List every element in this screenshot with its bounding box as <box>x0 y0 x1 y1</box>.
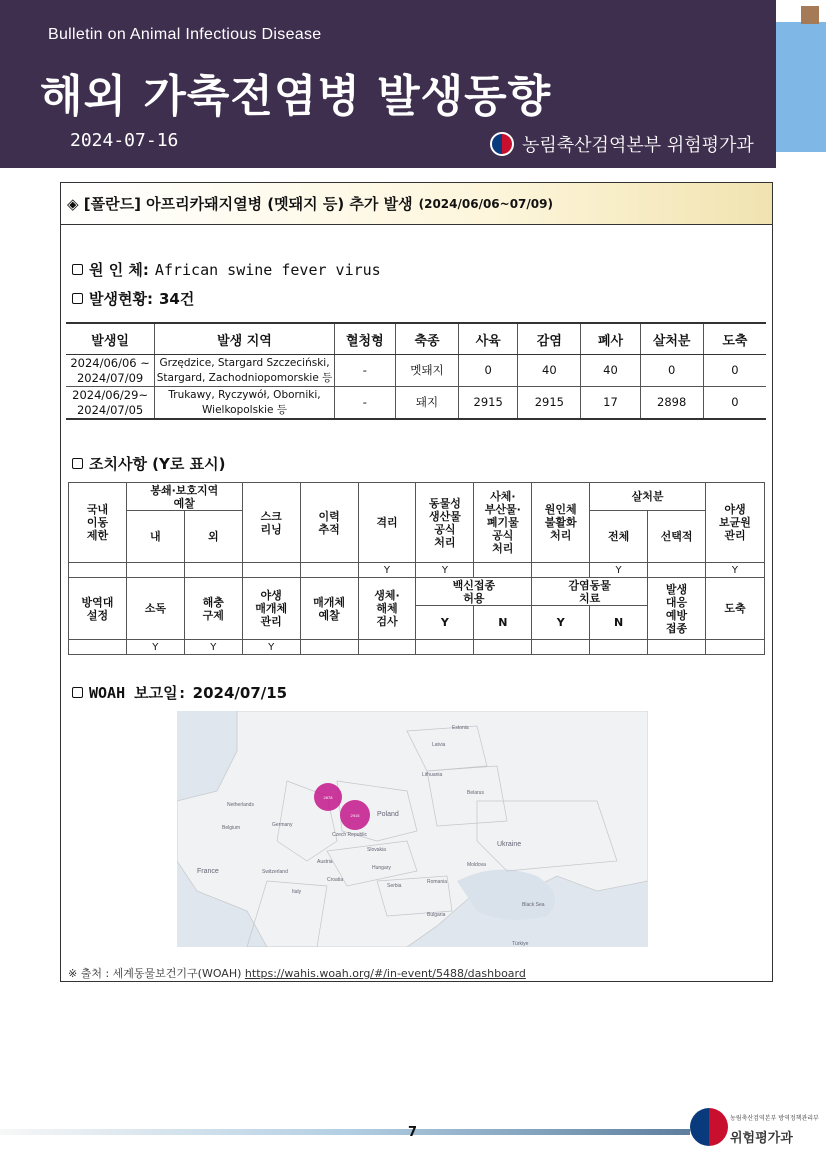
bubble-label: 2878 <box>323 795 333 800</box>
measure-header: 봉쇄·보호지역 예찰 <box>126 483 242 511</box>
measure-subheader: N <box>590 606 648 640</box>
measure-header: 이력 추적 <box>300 483 358 563</box>
measure-header: 소독 <box>126 578 184 640</box>
measure-value: Y <box>590 563 648 578</box>
map-label-france: France <box>197 868 219 875</box>
measure-value <box>242 563 300 578</box>
map-label-belarus: Belarus <box>467 790 484 796</box>
bulletin-date: 2024-07-16 <box>70 130 179 151</box>
measure-subheader: 외 <box>184 511 242 563</box>
report-title-bar <box>60 182 773 225</box>
measures-label: 조치사항 (Y로 표시) <box>89 455 226 473</box>
measure-value-row <box>69 640 765 655</box>
measure-header: 스크 리닝 <box>242 483 300 563</box>
measure-value <box>590 640 648 655</box>
map-label-hungary: Hungary <box>372 865 391 871</box>
raised-cell: 0 <box>459 355 518 387</box>
measure-value <box>648 640 706 655</box>
checkbox-square-icon <box>72 687 83 698</box>
map-label-turkiye: Türkiye <box>512 941 529 947</box>
culled-cell: 0 <box>640 355 703 387</box>
region-line: Trukawy, Ryczywół, Oborniki, <box>168 388 321 401</box>
measure-value-row <box>69 563 765 578</box>
agency-label <box>490 131 754 157</box>
side-accent-gold <box>801 6 819 24</box>
map-label-croatia: Croatia <box>327 877 344 883</box>
map-label-czech: Czech Republic <box>332 832 368 838</box>
col-header: 도축 <box>703 323 766 355</box>
footer-bar <box>0 1129 690 1135</box>
measure-header: 도축 <box>705 578 764 640</box>
map-canvas <box>177 711 648 947</box>
measure-value: Y <box>184 640 242 655</box>
measure-header: 생체· 해체 검사 <box>358 578 416 640</box>
source-link[interactable]: https://wahis.woah.org/#/in-event/5488/dashboard <box>244 967 526 980</box>
footer-org: 농림축산검역본부 방역정책관리부 <box>730 1115 819 1122</box>
map-label-italy: Italy <box>292 889 302 895</box>
measure-value <box>474 563 532 578</box>
measure-value <box>705 640 764 655</box>
bulletin-subtitle: Bulletin on Animal Infectious Disease <box>48 26 322 43</box>
col-header: 축종 <box>395 323 458 355</box>
pathogen-label: 원 인 체: <box>89 261 149 279</box>
measure-value: Y <box>416 563 474 578</box>
report-period: (2024/06/06~07/09) <box>418 196 553 211</box>
date-end: 2024/07/09 <box>76 370 144 385</box>
col-header: 사육 <box>459 323 518 355</box>
measure-value <box>532 640 590 655</box>
infected-cell: 40 <box>518 355 581 387</box>
map-label-bulgaria: Bulgaria <box>427 912 446 918</box>
measure-value <box>300 563 358 578</box>
measure-header: 방역대 설정 <box>69 578 127 640</box>
status-value: 34건 <box>158 290 195 308</box>
measures-heading <box>72 453 225 474</box>
header-banner <box>0 0 776 168</box>
map-label-germany: Germany <box>272 822 293 828</box>
measure-subheader: N <box>474 606 532 640</box>
agency-logo-icon <box>490 132 514 156</box>
measure-value: Y <box>242 640 300 655</box>
status-line <box>72 288 194 309</box>
measure-subheader: 내 <box>126 511 184 563</box>
report-title: ◈ [폴란드] 아프리카돼지열병 (멧돼지 등) 추가 발생 <box>67 195 413 213</box>
page-number: 7 <box>408 1125 418 1140</box>
checkbox-square-icon <box>72 293 83 304</box>
map-label-austria: Austria <box>317 859 333 865</box>
table-row <box>66 355 766 387</box>
map-label-estonia: Estonia <box>452 725 469 731</box>
measure-value <box>648 563 706 578</box>
measure-value <box>184 563 242 578</box>
source-note <box>68 965 526 981</box>
measure-value: Y <box>705 563 764 578</box>
map-label-netherlands: Netherlands <box>227 802 254 808</box>
map-label-belgium: Belgium <box>222 825 241 831</box>
checkbox-square-icon <box>72 264 83 275</box>
measure-header: 백신접종 허용 <box>416 578 532 606</box>
measure-header: 야생 매개체 관리 <box>242 578 300 640</box>
measure-value <box>300 640 358 655</box>
map-label-ukraine: Ukraine <box>497 841 522 848</box>
species-cell: 돼지 <box>395 387 458 420</box>
table-row <box>66 387 766 420</box>
footer-logo-icon <box>690 1108 728 1146</box>
measure-header: 살처분 <box>590 483 706 511</box>
culled-cell: 2898 <box>640 387 703 420</box>
agency-name: 농림축산검역본부 위험평가과 <box>522 135 754 156</box>
measure-header: 사체· 부산물· 폐기물 공식 처리 <box>474 483 532 563</box>
pathogen-value: African swine fever virus <box>154 260 381 279</box>
bulletin-title: 해외 가축전염병 발생동향 <box>40 71 552 122</box>
map-label-latvia: Latvia <box>432 742 446 748</box>
measure-subheader: 전체 <box>590 511 648 563</box>
region-line: Stargard, Zachodniopomorskie 등 <box>156 371 333 384</box>
measure-value <box>69 563 127 578</box>
dead-cell: 40 <box>581 355 640 387</box>
pathogen-line <box>72 259 381 280</box>
dead-cell: 17 <box>581 387 640 420</box>
date-start: 2024/06/06 ~ <box>70 355 150 370</box>
col-header: 혈청형 <box>334 323 395 355</box>
measure-value <box>532 563 590 578</box>
footer-division: 위험평가과 <box>730 1131 793 1146</box>
date-start: 2024/06/29~ <box>72 387 149 402</box>
map-label-slovakia: Slovakia <box>367 847 386 853</box>
measure-header: 격리 <box>358 483 416 563</box>
map-label-poland: Poland <box>377 811 399 818</box>
species-cell: 멧돼지 <box>395 355 458 387</box>
measure-header: 매개체 예찰 <box>300 578 358 640</box>
map-label-romania: Romania <box>427 879 448 885</box>
measure-value: Y <box>358 563 416 578</box>
map-label-black-sea: Black Sea <box>522 902 545 908</box>
measure-value: Y <box>126 640 184 655</box>
region-line: Grzędzice, Stargard Szczeciński, <box>159 356 330 369</box>
measure-header: 해충 구제 <box>184 578 242 640</box>
checkbox-square-icon <box>72 458 83 469</box>
source-prefix: ※ 출처 : 세계동물보건기구(WOAH) <box>68 967 242 980</box>
outbreak-table <box>66 322 766 420</box>
serotype-cell: - <box>334 355 395 387</box>
measure-header: 원인체 불활화 처리 <box>532 483 590 563</box>
region-line: Wielkopolskie 등 <box>202 403 287 416</box>
measure-header: 동물성 생산물 공식 처리 <box>416 483 474 563</box>
col-header: 감염 <box>518 323 581 355</box>
measure-value <box>358 640 416 655</box>
map-label-lithuania: Lithuania <box>422 772 443 778</box>
infected-cell: 2915 <box>518 387 581 420</box>
woah-date: 2024/07/15 <box>192 683 288 702</box>
measure-value <box>416 640 474 655</box>
measure-header: 발생 대응 예방 접종 <box>648 578 706 640</box>
measure-header: 국내 이동 제한 <box>69 483 127 563</box>
measure-value <box>474 640 532 655</box>
measures-table <box>68 482 765 655</box>
measure-subheader: 선택적 <box>648 511 706 563</box>
bubble-label: 2915 <box>350 813 360 818</box>
measure-header: 감염동물 치료 <box>532 578 648 606</box>
map-label-moldova: Moldova <box>467 862 486 868</box>
col-header: 발생일 <box>66 323 155 355</box>
map-label-serbia: Serbia <box>387 883 402 889</box>
slaughtered-cell: 0 <box>703 387 766 420</box>
slaughtered-cell: 0 <box>703 355 766 387</box>
col-header: 살처분 <box>640 323 703 355</box>
col-header: 폐사 <box>581 323 640 355</box>
map-label-switzerland: Switzerland <box>262 869 288 875</box>
woah-line <box>72 682 287 703</box>
outbreak-map[interactable] <box>177 711 648 947</box>
serotype-cell: - <box>334 387 395 420</box>
status-label: 발생현황: <box>89 290 153 308</box>
woah-label: WOAH 보고일: <box>89 684 187 702</box>
measure-subheader: Y <box>532 606 590 640</box>
col-header: 발생 지역 <box>155 323 335 355</box>
measure-subheader: Y <box>416 606 474 640</box>
raised-cell: 2915 <box>459 387 518 420</box>
measure-value <box>69 640 127 655</box>
measure-header: 야생 보균원 관리 <box>705 483 764 563</box>
measure-value <box>126 563 184 578</box>
date-end: 2024/07/05 <box>76 402 144 417</box>
